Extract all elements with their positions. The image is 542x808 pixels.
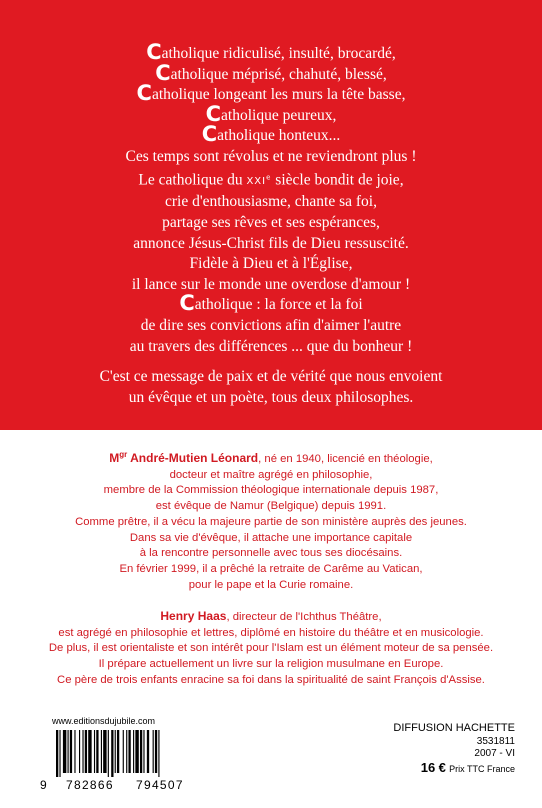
bio-haas bbox=[0, 609, 542, 689]
poem-line: Le catholique du XXIe siècle bondit de joie, bbox=[138, 170, 404, 188]
initial-capital: C bbox=[179, 291, 195, 316]
barcode-bar bbox=[103, 730, 106, 773]
bio-leonard bbox=[0, 447, 542, 593]
poem-line: Catholique méprisé, chahuté, blessé, bbox=[155, 60, 387, 85]
bio-name: Henry Haas bbox=[160, 609, 227, 623]
barcode-bar bbox=[74, 730, 75, 773]
barcode-bar bbox=[140, 730, 142, 773]
poem-line: Catholique honteux... bbox=[201, 122, 341, 147]
distribution-info bbox=[393, 722, 515, 775]
bio-line: Comme prêtre, il a vécu la majeure partie de son ministère auprès des jeunes. bbox=[75, 515, 467, 528]
poem-line: crie d'enthousiasme, chante sa foi, bbox=[165, 193, 377, 211]
barcode-bar bbox=[126, 730, 127, 773]
barcode-bar bbox=[147, 730, 149, 773]
barcode-bar bbox=[153, 730, 154, 773]
century-numeral: XXIe bbox=[246, 173, 272, 187]
product-code: 3531811 bbox=[476, 736, 515, 747]
bio-line: membre de la Commission théologique internationale depuis 1987, bbox=[103, 484, 439, 497]
initial-capital: C bbox=[205, 101, 222, 126]
isbn-group-1: 782866 bbox=[66, 778, 114, 792]
message-line: C'est ce message de paix et de vérité que nous envoient bbox=[99, 368, 443, 385]
price-value: 16 bbox=[420, 760, 436, 775]
bio-line: De plus, il est orientaliste et son intérêt pour l'Islam est un élément moteur de sa pensée. bbox=[48, 642, 494, 655]
distributor-name: DIFFUSION HACHETTE bbox=[393, 722, 515, 734]
poem-line: il lance sur le monde une overdose d'amour ! bbox=[131, 275, 411, 293]
publisher-url[interactable]: www.editionsdujubile.com bbox=[52, 716, 156, 726]
barcode-bar bbox=[59, 730, 60, 777]
price-note: Prix TTC France bbox=[449, 764, 515, 774]
poem-line: annonce Jésus-Christ fils de Dieu ressuscité. bbox=[133, 234, 409, 252]
bio-line: est évêque de Namur (Belgique) depuis 1991. bbox=[155, 500, 387, 513]
bio-line: à la rencontre personnelle avec tous ses diocésains. bbox=[139, 547, 403, 560]
bio-line: est agrégé en philosophie et lettres, diplômé en histoire du théâtre et en musicologie. bbox=[58, 626, 484, 639]
bio-line: pour le pape et la Curie romaine. bbox=[188, 578, 354, 591]
bio-line: En février 1999, il a prêché la retraite de Carême au Vatican, bbox=[119, 562, 423, 575]
barcode-bar bbox=[88, 730, 91, 773]
poem-line: Catholique longeant les murs la tête basse, bbox=[136, 81, 406, 106]
poem-line: au travers des différences ... que du bonheur ! bbox=[129, 337, 413, 355]
bio-first-line: $M^{gr}$ André-Mutien Léonard, né en 1940, licencié en théologie, bbox=[109, 450, 433, 465]
barcode-bars bbox=[52, 730, 207, 777]
isbn-first-digit: 9 bbox=[40, 778, 47, 792]
edition-info: 2007 - VI bbox=[474, 748, 515, 759]
poem-line: Catholique ridiculisé, insulté, brocardé, bbox=[146, 40, 396, 64]
bio-first-line: Henry Haas, directeur de l'Ichthus Théâtre, bbox=[160, 609, 382, 623]
barcode-bar bbox=[158, 730, 159, 777]
barcode-bar bbox=[143, 730, 144, 773]
price bbox=[393, 760, 515, 775]
barcode-bar bbox=[108, 730, 109, 777]
barcode-bar bbox=[68, 730, 69, 773]
barcode-bar bbox=[117, 730, 119, 773]
initial-capital: C bbox=[136, 81, 152, 106]
bio-line: docteur et maître agrégé en philosophie, bbox=[169, 468, 373, 481]
isbn-group-2: 794507 bbox=[136, 778, 184, 792]
barcode-bar bbox=[111, 730, 113, 777]
barcode-bar bbox=[155, 730, 157, 773]
poem-line: Catholique peureux, bbox=[205, 101, 337, 126]
message-block bbox=[0, 367, 542, 408]
poem-line: Ces temps sont révolus et ne reviendront plus ! bbox=[125, 147, 417, 165]
bio-line: Ce père de trois enfants enracine sa foi dans la spiritualité de saint François d'Assise. bbox=[57, 673, 485, 686]
barcode bbox=[52, 730, 207, 785]
barcode-bar bbox=[135, 730, 138, 773]
barcode-bar bbox=[82, 730, 83, 773]
barcode-bar bbox=[101, 730, 102, 773]
barcode-bar bbox=[123, 730, 124, 773]
barcode-bar bbox=[94, 730, 95, 773]
bio-line: Il prépare actuellement un livre sur la religion musulmane en Europe. bbox=[98, 658, 444, 671]
initial-capital: C bbox=[155, 60, 171, 85]
poem-line: de dire ses convictions afin d'aimer l'autre bbox=[140, 317, 402, 335]
poem-line: Fidèle à Dieu et à l'Église, bbox=[189, 255, 353, 273]
barcode-bar bbox=[96, 730, 98, 773]
barcode-bar bbox=[115, 730, 116, 773]
poem-line: Catholique : la force et la foi bbox=[179, 291, 363, 316]
message-line: un évêque et un poète, tous deux philosophes. bbox=[128, 388, 414, 406]
price-currency: € bbox=[438, 760, 446, 775]
barcode-bar bbox=[70, 730, 72, 773]
bio-name: $M^{gr}$ André-Mutien Léonard bbox=[109, 450, 259, 465]
bio-line: Dans sa vie d'évêque, il attache une importance capitale bbox=[129, 531, 413, 544]
barcode-bar bbox=[133, 730, 134, 773]
barcode-bar bbox=[128, 730, 130, 773]
poem-line: partage ses rêves et ses espérances, bbox=[162, 214, 380, 232]
barcode-bar bbox=[56, 730, 58, 777]
poem-block bbox=[0, 40, 542, 357]
barcode-bar bbox=[79, 730, 80, 773]
initial-capital: C bbox=[201, 122, 218, 147]
barcode-bar bbox=[85, 730, 87, 773]
initial-capital: C bbox=[146, 40, 162, 64]
barcode-bar bbox=[63, 730, 66, 773]
